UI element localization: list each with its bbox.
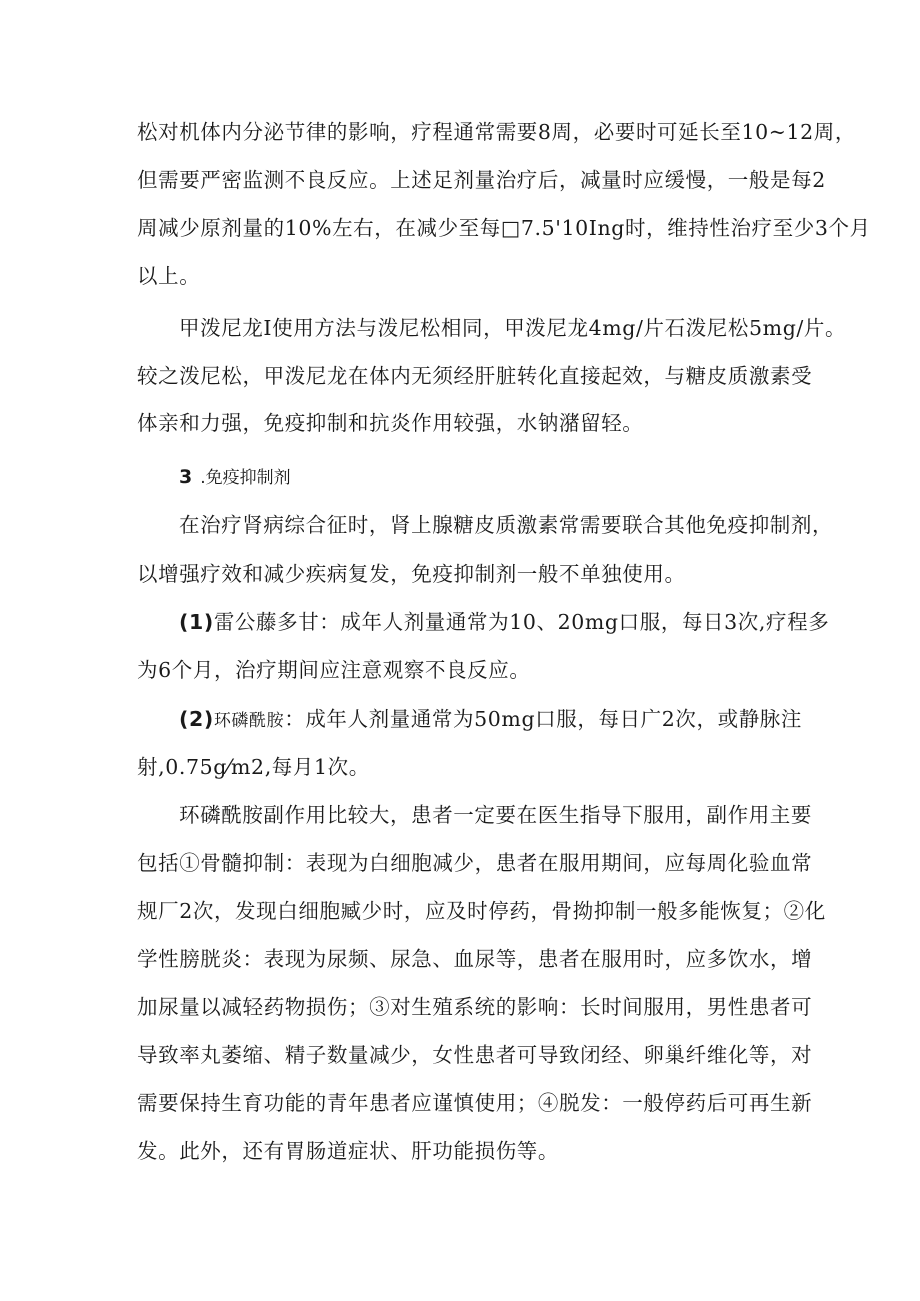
paragraph4-line2: 包括①骨髓抑制：表现为白细胞减少，患者在服用期间，应每周化验血常	[137, 851, 813, 875]
item1-line2: 为6个月，治疗期间应注意观察不良反应。	[137, 658, 531, 682]
section-number: 3	[179, 466, 193, 488]
item2-marker: (2)	[179, 707, 214, 731]
item2-line2: 射,0.75g⁄m2,每月1次。	[137, 755, 370, 779]
paragraph2-line3: 体亲和力强，免疫抑制和抗炎作用较强，水钠潴留轻。	[137, 411, 644, 435]
paragraph3-line2: 以增强疗效和减少疾病复发，免疫抑制剂一般不单独使用。	[137, 562, 686, 586]
paragraph4-line5: 加尿量以减轻药物损伤；③对生殖系统的影响：长时间服用，男性患者可	[137, 995, 813, 1019]
item1-text: 雷公藤多甘：成年人剂量通常为10、20mg口服，每日3次,疗程多	[213, 610, 830, 634]
paragraph1-line3: 周减少原剂量的10%左右，在减少至每□7.5'10Ing时，维持性治疗至少3个月	[137, 216, 871, 240]
section-title: .免疫抑制剂	[200, 468, 291, 488]
item1-line1	[179, 608, 829, 636]
item2-drug-name: 环磷酰胺	[213, 711, 285, 731]
item2-line1	[179, 705, 802, 735]
paragraph4-line8: 发。此外，还有胃肠道症状、肝功能损伤等。	[137, 1139, 559, 1163]
paragraph4-line7: 需要保持生育功能的青年患者应谨慎使用；④脱发：一般停药后可再生新	[137, 1091, 813, 1115]
paragraph1-line2: 但需要严密监测不良反应。上述足剂量治疗后，减量时应缓慢，一般是每2	[137, 168, 826, 192]
paragraph4-line1: 环磷酰胺副作用比较大，患者一定要在医生指导下服用，副作用主要	[179, 803, 812, 827]
paragraph4-line6: 导致率丸萎缩、精子数量减少，女性患者可导致闭经、卵巢纤维化等，对	[137, 1043, 813, 1067]
paragraph4-line4: 学性膀胱炎：表现为尿频、尿急、血尿等，患者在服用时，应多饮水，增	[137, 947, 813, 971]
paragraph2-line2: 较之泼尼松，甲泼尼龙在体内无须经肝脏转化直接起效，与糖皮质激素受	[137, 364, 813, 388]
paragraph1-line1: 松对机体内分泌节律的影响，疗程通常需要8周，必要时可延长至10~12周，	[137, 120, 856, 144]
item2-text: ：成年人剂量通常为50mg口服，每日广2次，或静脉注	[284, 707, 803, 731]
item1-marker: (1)	[179, 610, 214, 634]
paragraph1-line4: 以上。	[137, 264, 201, 288]
paragraph4-line3: 规厂2次，发现白细胞臧少时，应及时停药，骨拗抑制一般多能恢复；②化	[137, 899, 826, 923]
paragraph2-line1: 甲泼尼龙I使用方法与泼尼松相同，甲泼尼龙4mg/片石泼尼松5mg/片。	[179, 316, 847, 340]
section-heading	[179, 463, 291, 492]
paragraph3-line1: 在治疗肾病综合征时，肾上腺糖皮质激素常需要联合其他免疫抑制剂，	[179, 513, 834, 537]
